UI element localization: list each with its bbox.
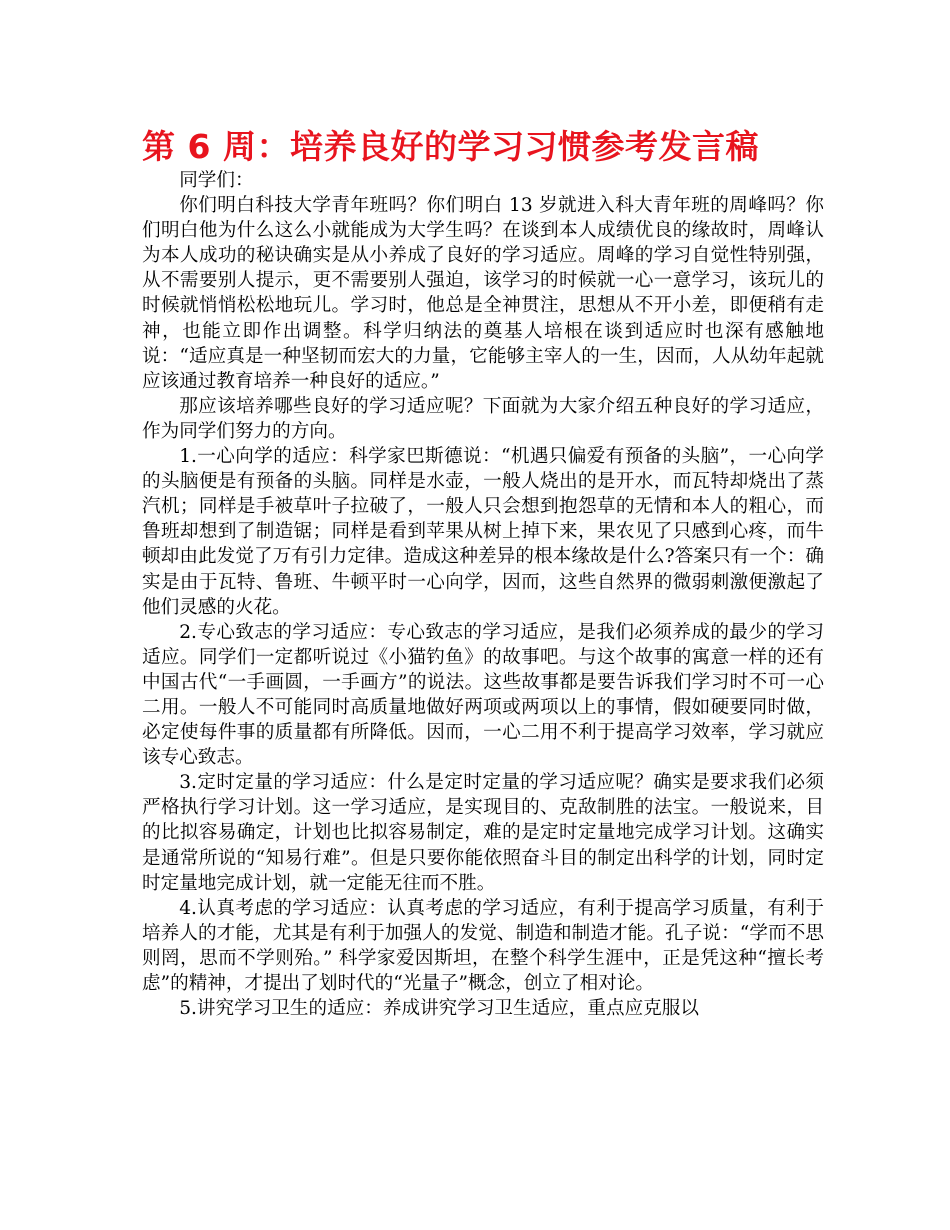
paragraph-habit-4: 4.认真考虑的学习适应：认真考虑的学习适应，有利于提高学习质量，有利于培养人的才能，尤其是有利于加强人的发觉、制造和制造才能。孔子说：“学而不思则罔，思而不学则殆。” 科学家爱因斯坦，在整个科学生涯中，正是凭这种“擅长考虑”的精神，才提出了划时代的“光量子”概念，创立了相对论。 [142,897,824,994]
paragraph-habit-1: 1.一心向学的适应：科学家巴斯德说：“机遇只偏爱有预备的头脑”，一心向学的头脑便是有预备的头脑。同样是水壶，一般人烧出的是开水，而瓦特却烧出了蒸汽机；同样是手被草叶子拉破了，一般人只会想到抱怨草的无情和本人的粗心，而鲁班却想到了制造锯；同样是看到苹果从树上掉下来，果农见了只感到心疼，而牛顿却由此发觉了万有引力定律。造成这种差异的根本缘故是什么?答案只有一个：确实是由于瓦特、鲁班、牛顿平时一心向学，因而，这些自然界的微弱刺激便激起了他们灵感的火花。 [142,446,824,618]
paragraph-question: 那应该培养哪些良好的学习适应呢？下面就为大家介绍五种良好的学习适应，作为同学们努力的方向。 [142,395,824,442]
paragraph-habit-5: 5.讲究学习卫生的适应：养成讲究学习卫生适应，重点应克服以 [179,998,699,1020]
paragraph-greeting: 同学们： [179,170,254,191]
paragraph-habit-2: 2.专心致志的学习适应：专心致志的学习适应，是我们必须养成的最少的学习适应。同学们一定都听说过《小猫钓鱼》的故事吧。与这个故事的寓意一样的还有中国古代“一手画圆，一手画方”的说法。这些故事都是要告诉我们学习时不可一心二用。一般人不可能同时高质量地做好两项或两项以上的事情，假如硬要同时做，必定使每件事的质量都有所降低。因而，一心二用不利于提高学习效率，学习就应该专心致志。 [142,621,824,769]
paragraph-habit-3: 3.定时定量的学习适应：什么是定时定量的学习适应呢？确实是要求我们必须严格执行学习计划。这一学习适应，是实现目的、克敌制胜的法宝。一般说来，目的比拟容易确定，计划也比拟容易制定，难的是定时定量地完成学习计划。这确实是通常所说的“知易行难”。但是只要你能依照奋斗目的制定出科学的计划，同时定时定量地完成计划，就一定能无往而不胜。 [142,772,824,894]
paragraph-intro: 你们明白科技大学青年班吗？你们明白 13 岁就进入科大青年班的周峰吗？你们明白他为什么这么小就能成为大学生吗？在谈到本人成绩优良的缘故时，周峰认为本人成功的秘诀确实是从小养成了良好的学习适应。周峰的学习自觉性特别强，从不需要别人提示，更不需要别人强迫，该学习的时候就一心一意学习，该玩儿的时候就悄悄松松地玩儿。学习时，他总是全神贯注，思想从不开小差，即便稍有走神，也能立即作出调整。科学归纳法的奠基人培根在谈到适应时也深有感触地说：“适应真是一种坚韧而宏大的力量，它能够主宰人的一生，因而，人从幼年起就应该通过教育培养一种良好的适应。” [142,195,824,392]
document-body [142,168,824,1021]
document-title: 第 6 周：培养良好的学习习惯参考发言稿 [142,127,759,166]
